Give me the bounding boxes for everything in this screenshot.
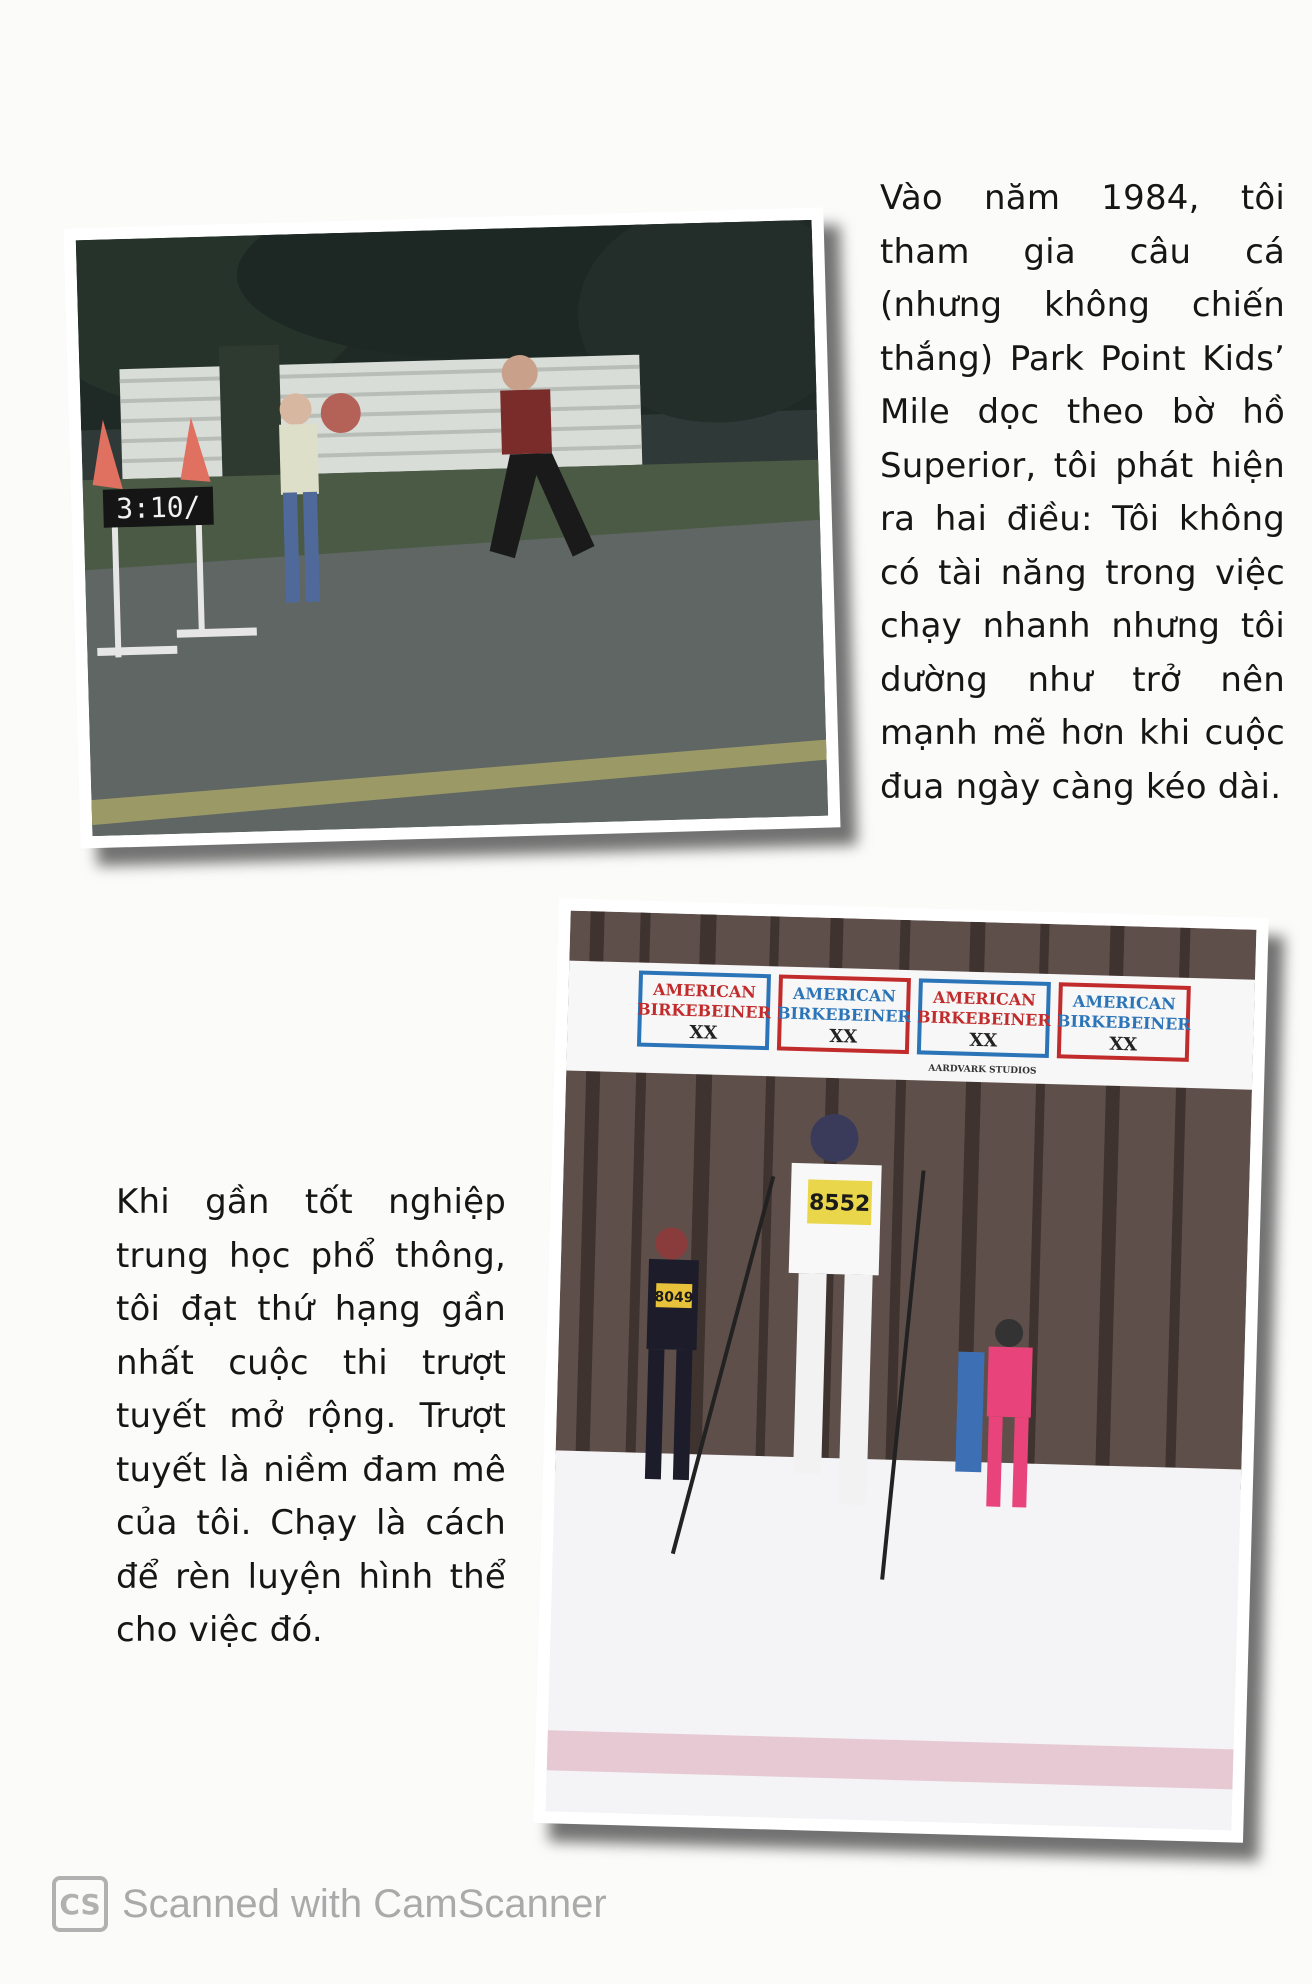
- svg-text:AMERICAN: AMERICAN: [652, 979, 757, 1002]
- top-caption: Vào năm 1984, tôi tham gia câu cá (nhưng không chiến thắng) Park Point Kids’ Mile dọc theo bờ hồ Superior, tôi phát hiện ra hai điều: Tôi không có tài năng trong việc chạy nhanh nhưng tôi dường như trở nên mạnh mẽ hơn khi cuộc đua ngày càng kéo dài.: [880, 178, 1285, 807]
- svg-text:BIRKEBEINER: BIRKEBEINER: [916, 1007, 1051, 1031]
- camscanner-watermark: [52, 1876, 607, 1932]
- svg-text:AMERICAN: AMERICAN: [792, 983, 897, 1006]
- camscanner-logo-icon: CS: [52, 1876, 108, 1932]
- svg-text:8552: 8552: [808, 1190, 871, 1218]
- svg-text:AMERICAN: AMERICAN: [1072, 991, 1177, 1014]
- race-photo-image: [76, 220, 828, 836]
- svg-text:XX: XX: [968, 1029, 998, 1052]
- svg-text:XX: XX: [689, 1021, 718, 1044]
- svg-text:AARDVARK STUDIOS: AARDVARK STUDIOS: [928, 1063, 1037, 1077]
- bottom-caption: Khi gần tốt nghiệp trung học phổ thông, tôi đạt thứ hạng gần nhất cuộc thi trượt tuyết mở rộng. Trượt tuyết là niềm đam mê của tôi. Chạy là cách để rèn luyện hình thể cho việc đó.: [116, 1182, 506, 1650]
- svg-text:XX: XX: [829, 1025, 858, 1048]
- svg-text:BIRKEBEINER: BIRKEBEINER: [776, 1003, 912, 1027]
- watermark-text: Scanned with CamScanner: [122, 1881, 607, 1926]
- race-photo: [63, 208, 840, 849]
- svg-text:XX: XX: [1108, 1033, 1138, 1056]
- svg-text:BIRKEBEINER: BIRKEBEINER: [1056, 1011, 1191, 1034]
- race-clock-text: 3:10/: [115, 490, 201, 526]
- ski-photo-image: [546, 911, 1257, 1831]
- svg-text:AMERICAN: AMERICAN: [932, 987, 1037, 1010]
- svg-text:BIRKEBEINER: BIRKEBEINER: [636, 999, 772, 1023]
- ski-photo: [533, 898, 1269, 1842]
- svg-text:8049: 8049: [654, 1289, 694, 1307]
